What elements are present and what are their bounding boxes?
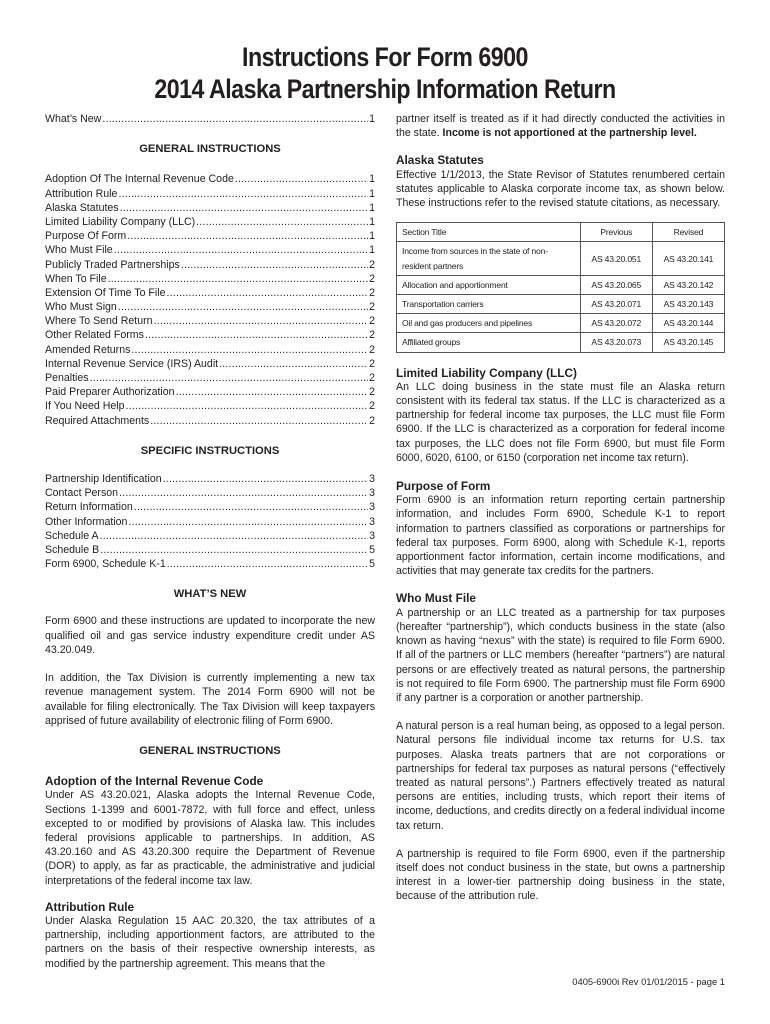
table-cell: Income from sources in the state of non-resident partners — [397, 242, 581, 275]
llc-heading: Limited Liability Company (LLC) — [396, 365, 577, 380]
toc-page: 3 — [369, 515, 375, 528]
llc-text: An LLC doing business in the state must file an Alaska return consistent with its federal tax status. If the LLC is characterized as a partnership for federal income tax purposes, the LLC must file Form 6900. If the LLC is characterized as a corporation for federal income tax purposes, the LLC does not file Form 6900, but must file Form 6000, 6020, 6100, or 6150 (corporation net income tax return). — [396, 380, 725, 464]
toc-page: 2 — [369, 414, 375, 427]
table-cell: Affiliated groups — [397, 333, 581, 352]
toc-row — [45, 187, 375, 201]
document-title: Instructions For Form 6900 — [242, 42, 528, 72]
attribution-heading: Attribution Rule — [45, 899, 135, 914]
toc-label: Internal Revenue Service (IRS) Audit — [45, 357, 219, 370]
toc-label: Limited Liability Company (LLC) — [45, 215, 196, 228]
toc-row — [45, 414, 375, 428]
purpose-text: Form 6900 is an information return reporting certain partnership information, and includes Form 6900, Schedule K-1 to report information to partners classified as corporations or partnerships for federal tax purposes. Form 6900, along with Schedule K-1, reports apportionment factor information, certain income modifications, and activities that may generate tax credits for the partners. — [396, 494, 725, 578]
table-header-row — [397, 223, 725, 242]
toc-label: Alaska Statutes — [45, 201, 119, 214]
table-header-cell: Revised — [652, 223, 724, 242]
whats-new-heading: WHAT’S NEW — [173, 588, 247, 601]
toc-label: Attribution Rule — [45, 187, 118, 200]
toc-page: 1 — [369, 244, 375, 257]
table-row — [397, 242, 725, 275]
toc-page: 2 — [369, 386, 375, 399]
general-instructions-heading: GENERAL INSTRUCTIONS — [139, 744, 281, 757]
toc-label: Publicly Traded Partnerships — [45, 258, 180, 271]
toc-row — [45, 515, 375, 529]
toc-label: Adoption Of The Internal Revenue Code — [45, 173, 234, 186]
toc-label: Other Related Forms — [45, 329, 144, 342]
attribution-continued — [396, 112, 725, 140]
toc-label: Other Information — [45, 515, 128, 528]
toc-label: Partnership Identification — [45, 472, 162, 485]
toc-row — [45, 543, 375, 557]
whats-new-paragraph-2: In addition, the Tax Division is currently implementing a new tax revenue management system. The 2014 Form 6900 will not be available for filing electronically. The Tax Division will keep taxpayers apprised of future availability of electronic filing of Form 6900. — [45, 672, 375, 727]
toc-page: 2 — [369, 372, 375, 385]
adoption-text: Under AS 43.20.021, Alaska adopts the Internal Revenue Code, Sections 1-1399 and 6001-7872, with full force and effect, unless excepted to or modified by provisions of Alaska law. This includes federal provisions applicable to partnerships. In addition, AS 43.20.160 and AS 43.20.300 require the Department of Revenue (DOR) to apply, as far as practicable, the administrative and judicial interpretations of the federal income tax law. — [45, 789, 375, 887]
table-row — [397, 333, 725, 352]
toc-page: 1 — [369, 173, 375, 186]
toc-page: 1 — [369, 215, 375, 228]
attribution-continued-bold: Income is not apportioned at the partnership level. — [442, 127, 697, 140]
attribution-text: Under Alaska Regulation 15 AAC 20.320, the tax attributes of a partnership, including apportionment factors, are attributed to the partners on the basis of their respective ownership interests, as modified by the partnership agreement. This means that the — [45, 914, 375, 970]
table-cell: Allocation and apportionment — [397, 275, 581, 294]
toc-label: Required Attachments — [45, 414, 150, 427]
toc-page: 5 — [369, 558, 375, 571]
toc-label: Who Must File — [45, 244, 113, 257]
table-header-cell: Section Title — [397, 223, 581, 242]
who-must-file-paragraph-3: A partnership is required to file Form 6900, even if the partnership itself does not conduct business in the state, but owns a partnership interest in a lower-tier partnership doing business in the state, because of the attribution rule. — [396, 847, 725, 903]
statutes-table — [396, 222, 725, 352]
toc-page: 2 — [369, 357, 375, 370]
left-column — [45, 112, 375, 971]
toc-row — [45, 328, 375, 342]
toc-page: 1 — [369, 201, 375, 214]
table-row — [397, 275, 725, 294]
who-must-file-paragraph-2: A natural person is a real human being, as opposed to a legal person. Natural persons file individual income tax returns for U.S. tax purposes. Alaska treats partners that are not corporations or partnerships for federal tax purposes as natural persons (“effectively treated as natural persons”.) Partners effectively treated as natural persons are entities, including trusts, which report their items of income, deductions, and credits directly on a federal individual income tax return. — [396, 720, 725, 832]
specific-toc — [45, 472, 375, 571]
toc-page: 1 — [369, 230, 375, 243]
toc-row — [45, 343, 375, 357]
table-cell: AS 43.20.143 — [652, 295, 724, 314]
table-cell: AS 43.20.072 — [580, 314, 652, 333]
toc-label: Penalties — [45, 372, 89, 385]
toc-row — [45, 472, 375, 486]
toc-label: Amended Returns — [45, 343, 131, 356]
toc-page: 5 — [369, 543, 375, 556]
specific-toc-heading: SPECIFIC INSTRUCTIONS — [140, 444, 280, 457]
table-cell: Transportation carriers — [397, 295, 581, 314]
toc-page: 2 — [369, 258, 375, 271]
toc-row — [45, 399, 375, 413]
attribution-continued-text: partner itself is treated as if it had directly conducted the activities in the state. — [396, 113, 725, 140]
table-cell: AS 43.20.145 — [652, 333, 724, 352]
table-cell: AS 43.20.073 — [580, 333, 652, 352]
who-must-file-paragraph-1: A partnership or an LLC treated as a partnership for tax purposes (hereafter “partnership”), which conducts business in the state (also known as having “nexus” with the state) is required to file Form 6900. If all of the partners or LLC members (hereafter “partners”) are natural persons or are effectively treated as natural persons, the partnership is not required to file Form 6900. The partnership must file Form 6900 if any partner is a corporation or another partnership. — [396, 606, 725, 704]
toc-page: 2 — [369, 329, 375, 342]
toc-row — [45, 272, 375, 286]
table-cell: AS 43.20.065 — [580, 275, 652, 294]
adoption-heading: Adoption of the Internal Revenue Code — [45, 774, 264, 789]
toc-row — [45, 229, 375, 243]
toc-row — [45, 243, 375, 257]
toc-page: 2 — [369, 301, 375, 314]
toc-page: 3 — [369, 501, 375, 514]
statutes-heading: Alaska Statutes — [396, 153, 484, 168]
purpose-heading: Purpose of Form — [396, 479, 491, 494]
who-must-file-heading: Who Must File — [396, 591, 476, 606]
toc-label: Where To Send Return — [45, 315, 153, 328]
table-cell: Oil and gas producers and pipelines — [397, 314, 581, 333]
toc-label: Contact Person — [45, 487, 119, 500]
page-footer: 0405-6900i Rev 01/01/2015 - page 1 — [572, 976, 725, 987]
toc-page: 2 — [369, 343, 375, 356]
toc-label: What’s New — [45, 113, 102, 125]
toc-row — [45, 286, 375, 300]
toc-page: 1 — [369, 113, 375, 125]
toc-label: Schedule B — [45, 543, 100, 556]
toc-row — [45, 172, 375, 186]
statutes-text: Effective 1/1/2013, the State Revisor of Statutes renumbered certain statutes applicable to Alaska corporate income tax, as shown below. These instructions refer to the revised statute citations, as necessary. — [396, 168, 725, 210]
toc-row — [45, 385, 375, 399]
general-toc-heading: GENERAL INSTRUCTIONS — [139, 143, 281, 156]
whats-new-paragraph-1: Form 6900 and these instructions are updated to incorporate the new qualified oil and gas service industry expenditure credit under AS 43.20.049. — [45, 615, 375, 656]
toc-label: Form 6900, Schedule K-1 — [45, 558, 166, 571]
toc-row — [45, 314, 375, 328]
toc-row — [45, 486, 375, 500]
toc-row — [45, 201, 375, 215]
table-cell: AS 43.20.071 — [580, 295, 652, 314]
toc-row — [45, 357, 375, 371]
toc-label: Paid Preparer Authorization — [45, 386, 175, 399]
table-cell: AS 43.20.141 — [652, 242, 724, 275]
toc-page: 2 — [369, 286, 375, 299]
toc-label: When To File — [45, 272, 107, 285]
table-cell: AS 43.20.051 — [580, 242, 652, 275]
toc-label: Return Information — [45, 501, 133, 514]
table-cell: AS 43.20.144 — [652, 314, 724, 333]
toc-row — [45, 529, 375, 543]
toc-page: 3 — [369, 487, 375, 500]
table-cell: AS 43.20.142 — [652, 275, 724, 294]
table-row — [397, 314, 725, 333]
toc-row — [45, 557, 375, 571]
table-header-cell: Previous — [580, 223, 652, 242]
toc-page: 2 — [369, 315, 375, 328]
toc-row — [45, 500, 375, 514]
toc-label: Extension Of Time To File — [45, 286, 166, 299]
toc-page: 3 — [369, 472, 375, 485]
right-column — [396, 112, 725, 904]
toc-label: Purpose Of Form — [45, 230, 127, 243]
toc-row — [45, 258, 375, 272]
toc-label: If You Need Help — [45, 400, 125, 413]
table-row — [397, 295, 725, 314]
toc-page: 3 — [369, 529, 375, 542]
toc-row — [45, 371, 375, 385]
toc-label: Who Must Sign — [45, 301, 117, 314]
toc-row — [45, 112, 375, 126]
toc-page: 1 — [369, 187, 375, 200]
toc-page: 2 — [369, 400, 375, 413]
document-subtitle: 2014 Alaska Partnership Information Return — [154, 74, 616, 104]
toc-row — [45, 215, 375, 229]
toc-page: 2 — [369, 272, 375, 285]
toc-row — [45, 300, 375, 314]
general-toc — [45, 172, 375, 427]
toc-label: Schedule A — [45, 529, 99, 542]
